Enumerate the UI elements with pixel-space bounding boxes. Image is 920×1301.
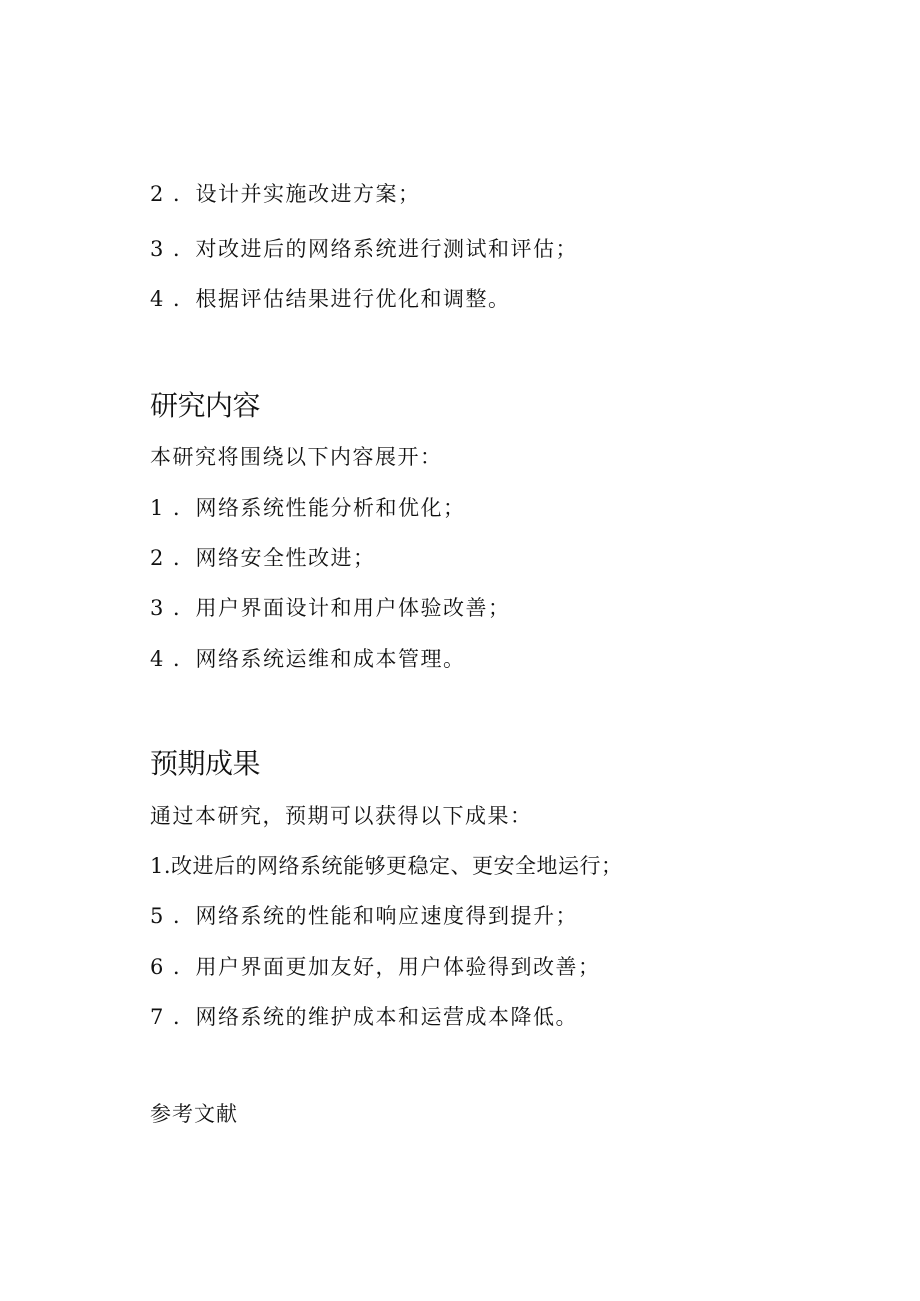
- research-item: 4 ．网络系统运维和成本管理。: [150, 647, 466, 671]
- research-item: 1 ．网络系统性能分析和优化；: [150, 496, 466, 520]
- result-item: 5 ．网络系统的性能和响应速度得到提升；: [150, 904, 579, 928]
- section-intro: 通过本研究，预期可以获得以下成果：: [150, 804, 533, 828]
- result-item: 7 ．网络系统的维护成本和运营成本降低。: [150, 1005, 579, 1029]
- step-item: 2 ．设计并实施改进方案；: [150, 182, 421, 206]
- research-item: 3 ．用户界面设计和用户体验改善；: [150, 596, 511, 620]
- references-label: 参考文献: [150, 1102, 238, 1126]
- section-intro: 本研究将围绕以下内容展开：: [150, 445, 443, 469]
- section-heading-expected-results: 预期成果: [150, 747, 261, 780]
- step-item: 4 ．根据评估结果进行优化和调整。: [150, 287, 511, 311]
- result-item: 6 ．用户界面更加友好，用户体验得到改善；: [150, 955, 601, 979]
- research-item: 2 ．网络安全性改进；: [150, 546, 376, 570]
- result-item: 1.改进后的网络系统能够更稳定、更安全地运行；: [150, 854, 623, 878]
- section-heading-research-content: 研究内容: [150, 389, 261, 422]
- step-item: 3 ．对改进后的网络系统进行测试和评估；: [150, 237, 579, 261]
